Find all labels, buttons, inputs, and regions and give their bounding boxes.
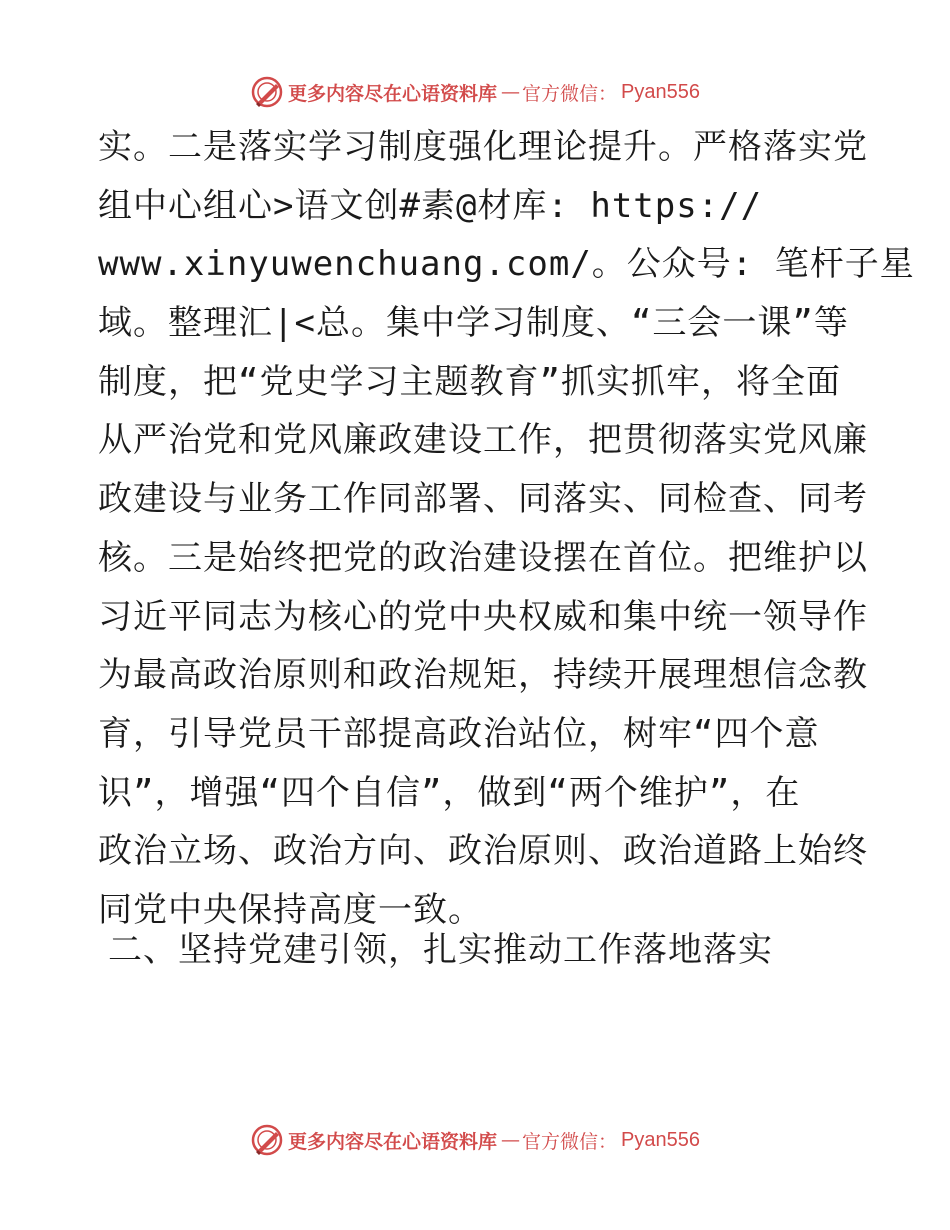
header-watermark <box>0 72 950 112</box>
watermark-wechat-id: Pyan556 <box>621 1128 700 1151</box>
body-line: 识”，增强“四个自信”，做到“两个维护”，在 <box>98 772 801 813</box>
watermark-dash: — <box>501 81 519 103</box>
document-body <box>98 118 915 940</box>
body-line: 政治立场、政治方向、政治原则、政治道路上始终 <box>98 831 868 872</box>
pen-logo-icon <box>250 75 284 109</box>
watermark-wechat-label: 官方微信： <box>522 82 618 105</box>
watermark-main-text: 更多内容尽在心语资料库 <box>288 82 498 105</box>
body-line: 组中心组心>语文创#素@材库: https:// <box>98 185 763 226</box>
watermark-group <box>250 1123 700 1157</box>
section-heading: 二、坚持党建引领，扎实推动工作落地落实 <box>108 930 773 970</box>
body-line: 习近平同志为核心的党中央权威和集中统一领导作 <box>98 596 868 637</box>
watermark-wechat-id: Pyan556 <box>621 80 700 103</box>
body-line: 实。二是落实学习制度强化理论提升。严格落实党 <box>98 127 868 167</box>
footer-watermark <box>0 1120 950 1160</box>
body-line: 核。三是始终把党的政治建设摆在首位。把维护以 <box>98 537 868 578</box>
body-line: 育，引导党员干部提高政治站位，树牢“四个意 <box>98 713 820 754</box>
watermark-wechat-label: 官方微信： <box>522 1130 618 1153</box>
body-line: 政建设与业务工作同部署、同落实、同检查、同考 <box>98 479 868 520</box>
body-line: 域。整理汇|<总。集中学习制度、“三会一课”等 <box>98 303 849 344</box>
body-line: 同党中央保持高度一致。 <box>98 889 483 930</box>
body-line: 为最高政治原则和政治规矩，持续开展理想信念教 <box>98 655 868 696</box>
body-line: 制度，把“党史学习主题教育”抓实抓牢，将全面 <box>98 361 841 402</box>
watermark-group <box>250 75 700 109</box>
body-line: www.xinyuwenchuang.com/。公众号: 笔杆子星 <box>98 244 915 285</box>
body-line: 从严治党和党风廉政建设工作，把贯彻落实党风廉 <box>98 420 868 461</box>
watermark-main-text: 更多内容尽在心语资料库 <box>288 1130 498 1153</box>
watermark-dash: — <box>501 1129 519 1151</box>
pen-logo-icon <box>250 1123 284 1157</box>
